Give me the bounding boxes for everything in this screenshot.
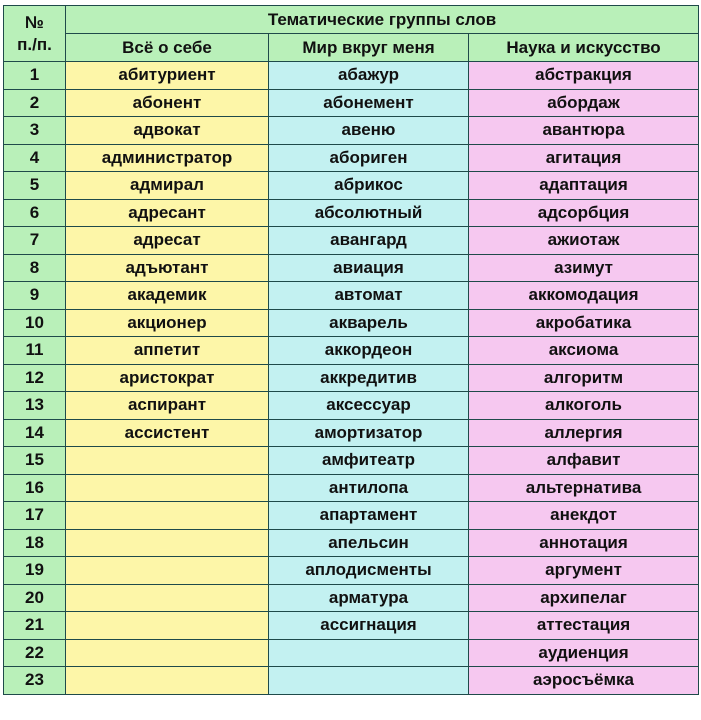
column-header-world: Мир вкруг меня: [269, 34, 469, 62]
row-number-cell: 5: [4, 172, 66, 200]
self-word-cell: акционер: [66, 309, 269, 337]
world-word-cell: аккордеон: [269, 337, 469, 365]
self-word-cell: ассистент: [66, 419, 269, 447]
art-word-cell: аннотация: [469, 529, 699, 557]
row-number-cell: 6: [4, 199, 66, 227]
table-row: [4, 309, 699, 337]
table-row: [4, 227, 699, 255]
world-word-cell: антилопа: [269, 474, 469, 502]
self-word-cell: абонент: [66, 89, 269, 117]
self-word-cell: абитуриент: [66, 62, 269, 90]
table-row: [4, 89, 699, 117]
world-word-cell: авангард: [269, 227, 469, 255]
art-word-cell: аэросъёмка: [469, 667, 699, 695]
self-word-cell: адресат: [66, 227, 269, 255]
table-row: [4, 502, 699, 530]
self-word-cell: администратор: [66, 144, 269, 172]
row-number-cell: 1: [4, 62, 66, 90]
art-word-cell: агитация: [469, 144, 699, 172]
art-word-cell: авантюра: [469, 117, 699, 145]
world-word-cell: амортизатор: [269, 419, 469, 447]
table-row: [4, 254, 699, 282]
table-row: [4, 144, 699, 172]
row-number-cell: 22: [4, 639, 66, 667]
table-body: [4, 62, 699, 695]
table-row: [4, 474, 699, 502]
table-row: [4, 364, 699, 392]
column-header-self: Всё о себе: [66, 34, 269, 62]
world-word-cell: аккредитив: [269, 364, 469, 392]
art-word-cell: адаптация: [469, 172, 699, 200]
world-word-cell: арматура: [269, 584, 469, 612]
column-header-art: Наука и искусство: [469, 34, 699, 62]
self-word-cell: [66, 612, 269, 640]
table-row: [4, 199, 699, 227]
row-number-cell: 21: [4, 612, 66, 640]
table-row: [4, 282, 699, 310]
table-row: [4, 172, 699, 200]
row-number-cell: 18: [4, 529, 66, 557]
art-word-cell: азимут: [469, 254, 699, 282]
row-number-cell: 15: [4, 447, 66, 475]
world-word-cell: аплодисменты: [269, 557, 469, 585]
world-word-cell: абажур: [269, 62, 469, 90]
number-header-line2: п./п.: [17, 34, 52, 54]
self-word-cell: адвокат: [66, 117, 269, 145]
art-word-cell: аттестация: [469, 612, 699, 640]
self-word-cell: аспирант: [66, 392, 269, 420]
world-word-cell: автомат: [269, 282, 469, 310]
number-header: [4, 6, 66, 62]
world-word-cell: авиация: [269, 254, 469, 282]
table-row: [4, 667, 699, 695]
table-row: [4, 529, 699, 557]
table-row: [4, 62, 699, 90]
world-word-cell: апельсин: [269, 529, 469, 557]
art-word-cell: анекдот: [469, 502, 699, 530]
self-word-cell: [66, 474, 269, 502]
self-word-cell: адмирал: [66, 172, 269, 200]
row-number-cell: 12: [4, 364, 66, 392]
row-number-cell: 16: [4, 474, 66, 502]
number-header-line1: №: [25, 12, 44, 32]
self-word-cell: академик: [66, 282, 269, 310]
world-word-cell: [269, 667, 469, 695]
world-word-cell: акварель: [269, 309, 469, 337]
table-row: [4, 447, 699, 475]
self-word-cell: [66, 529, 269, 557]
row-number-cell: 4: [4, 144, 66, 172]
world-word-cell: абсолютный: [269, 199, 469, 227]
self-word-cell: [66, 639, 269, 667]
art-word-cell: абордаж: [469, 89, 699, 117]
row-number-cell: 10: [4, 309, 66, 337]
row-number-cell: 11: [4, 337, 66, 365]
art-word-cell: альтернатива: [469, 474, 699, 502]
table-row: [4, 584, 699, 612]
table-row: [4, 639, 699, 667]
row-number-cell: 8: [4, 254, 66, 282]
row-number-cell: 3: [4, 117, 66, 145]
row-number-cell: 7: [4, 227, 66, 255]
row-number-cell: 2: [4, 89, 66, 117]
world-word-cell: амфитеатр: [269, 447, 469, 475]
group-title-header: Тематические группы слов: [66, 6, 699, 34]
art-word-cell: аргумент: [469, 557, 699, 585]
art-word-cell: адсорбция: [469, 199, 699, 227]
self-word-cell: [66, 667, 269, 695]
self-word-cell: адресант: [66, 199, 269, 227]
row-number-cell: 17: [4, 502, 66, 530]
art-word-cell: алфавит: [469, 447, 699, 475]
art-word-cell: аудиенция: [469, 639, 699, 667]
table-row: [4, 392, 699, 420]
art-word-cell: аксиома: [469, 337, 699, 365]
self-word-cell: [66, 502, 269, 530]
table-row: [4, 337, 699, 365]
row-number-cell: 20: [4, 584, 66, 612]
row-number-cell: 14: [4, 419, 66, 447]
self-word-cell: аппетит: [66, 337, 269, 365]
self-word-cell: [66, 447, 269, 475]
art-word-cell: абстракция: [469, 62, 699, 90]
table-row: [4, 117, 699, 145]
world-word-cell: ассигнация: [269, 612, 469, 640]
self-word-cell: адъютант: [66, 254, 269, 282]
self-word-cell: [66, 584, 269, 612]
art-word-cell: архипелаг: [469, 584, 699, 612]
world-word-cell: абориген: [269, 144, 469, 172]
art-word-cell: алгоритм: [469, 364, 699, 392]
row-number-cell: 13: [4, 392, 66, 420]
table-row: [4, 557, 699, 585]
world-word-cell: абрикос: [269, 172, 469, 200]
world-word-cell: аксессуар: [269, 392, 469, 420]
self-word-cell: [66, 557, 269, 585]
row-number-cell: 23: [4, 667, 66, 695]
art-word-cell: ажиотаж: [469, 227, 699, 255]
world-word-cell: абонемент: [269, 89, 469, 117]
self-word-cell: аристократ: [66, 364, 269, 392]
word-groups-table: [3, 5, 699, 695]
art-word-cell: аллергия: [469, 419, 699, 447]
art-word-cell: аккомодация: [469, 282, 699, 310]
row-number-cell: 19: [4, 557, 66, 585]
table-row: [4, 612, 699, 640]
art-word-cell: алкоголь: [469, 392, 699, 420]
row-number-cell: 9: [4, 282, 66, 310]
table-row: [4, 419, 699, 447]
world-word-cell: апартамент: [269, 502, 469, 530]
world-word-cell: [269, 639, 469, 667]
art-word-cell: акробатика: [469, 309, 699, 337]
world-word-cell: авеню: [269, 117, 469, 145]
